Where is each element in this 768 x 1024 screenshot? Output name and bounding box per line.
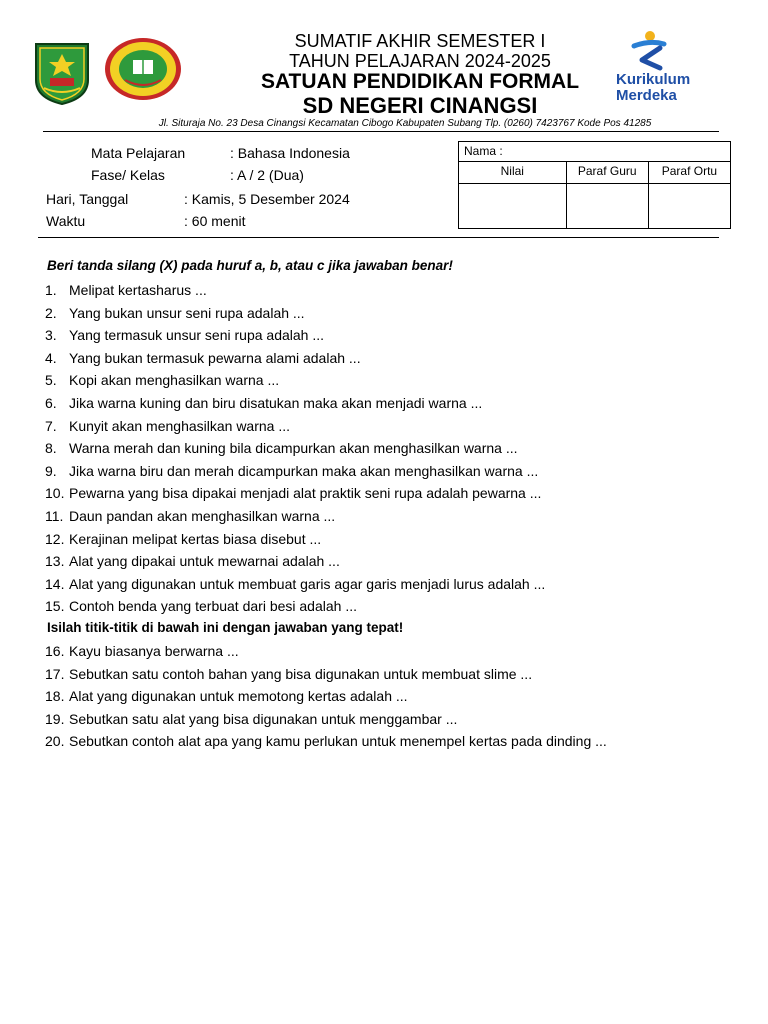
brand-line-1: Kurikulum bbox=[616, 71, 691, 88]
question-number: 14. bbox=[45, 575, 65, 592]
question-text: Kerajinan melipat kertas biasa disebut ... bbox=[69, 530, 322, 547]
question-number: 20. bbox=[45, 733, 65, 750]
question-text: Kopi akan menghasilkan warna ... bbox=[69, 372, 280, 389]
question-text: Melipat kertasharus ... bbox=[69, 282, 207, 298]
question-number: 18. bbox=[45, 688, 65, 705]
question-number: 11. bbox=[45, 508, 64, 524]
time-label: Waktu bbox=[46, 213, 86, 229]
question-text: Sebutkan satu contoh bahan yang bisa digunakan untuk membuat slime ... bbox=[69, 665, 533, 682]
date-value: : Kamis, 5 Desember 2024 bbox=[184, 191, 350, 207]
question-number: 3. bbox=[45, 327, 57, 344]
question-number: 10. bbox=[45, 485, 65, 502]
school-emblem-icon bbox=[103, 36, 183, 102]
subject-value: : Bahasa Indonesia bbox=[230, 145, 350, 161]
question-text: Sebutkan contoh alat apa yang kamu perlukan untuk menempel kertas pada dinding ... bbox=[69, 733, 607, 750]
name-field[interactable]: Nama : bbox=[459, 142, 731, 162]
question-text: Jika warna biru dan merah dicampurkan maka akan menghasilkan warna ... bbox=[69, 462, 539, 479]
question-number: 2. bbox=[45, 304, 57, 321]
question-number: 9. bbox=[45, 462, 57, 479]
time-value: : 60 menit bbox=[184, 213, 246, 229]
school-address: Jl. Situraja No. 23 Desa Cinangsi Kecamatan Cibogo Kabupaten Subang Tlp. (0260) 7423767 Kode Pos 41285 bbox=[158, 118, 652, 129]
question-text: Kunyit akan menghasilkan warna ... bbox=[69, 417, 291, 434]
question-text: Contoh benda yang terbuat dari besi adalah ... bbox=[69, 598, 357, 615]
subject-label: Mata Pelajaran bbox=[91, 145, 186, 161]
question-text: Alat yang digunakan untuk memotong kertas adalah ... bbox=[69, 688, 408, 705]
question-text: Yang termasuk unsur seni rupa adalah ... bbox=[69, 327, 325, 344]
question-number: 15. bbox=[45, 598, 65, 615]
question-text: Sebutkan satu alat yang bisa digunakan untuk menggambar ... bbox=[69, 710, 458, 727]
school-name: SD NEGERI CINANGSI bbox=[302, 93, 538, 118]
question-number: 13. bbox=[45, 553, 65, 570]
date-label: Hari, Tanggal bbox=[46, 191, 129, 207]
question-number: 8. bbox=[45, 440, 57, 457]
paraf-guru-cell[interactable] bbox=[566, 184, 648, 229]
paraf-ortu-cell[interactable] bbox=[648, 184, 730, 229]
question-number: 4. bbox=[45, 349, 57, 366]
paraf-ortu-header: Paraf Ortu bbox=[648, 162, 730, 184]
question-text: Kayu biasanya berwarna ... bbox=[69, 643, 239, 659]
question-number: 6. bbox=[45, 395, 57, 411]
question-text: Yang bukan termasuk pewarna alami adalah ... bbox=[69, 349, 361, 366]
question-number: 5. bbox=[45, 372, 57, 389]
question-number: 19. bbox=[45, 710, 65, 727]
question-number: 12. bbox=[45, 530, 65, 547]
question-text: Alat yang digunakan untuk membuat garis agar garis menjadi lurus adalah ... bbox=[69, 575, 546, 592]
instruction-part-2: Isilah titik-titik di bawah ini dengan jawaban yang tepat! bbox=[47, 620, 404, 635]
question-text: Pewarna yang bisa dipakai menjadi alat praktik seni rupa adalah pewarna ... bbox=[69, 485, 542, 502]
score-table bbox=[458, 141, 731, 229]
nilai-header: Nilai bbox=[459, 162, 567, 184]
subang-regency-emblem-icon bbox=[30, 40, 94, 106]
info-divider bbox=[38, 237, 719, 238]
brand-line-2: Merdeka bbox=[616, 87, 677, 104]
unit-title: SATUAN PENDIDIKAN FORMAL bbox=[260, 70, 580, 93]
phase-label: Fase/ Kelas bbox=[91, 167, 165, 183]
paraf-guru-header: Paraf Guru bbox=[566, 162, 648, 184]
question-number: 17. bbox=[45, 665, 65, 682]
question-text: Alat yang dipakai untuk mewarnai adalah ... bbox=[69, 553, 340, 570]
phase-value: : A / 2 (Dua) bbox=[230, 167, 304, 183]
question-number: 1. bbox=[45, 282, 57, 298]
nilai-cell[interactable] bbox=[459, 184, 567, 229]
question-text: Warna merah dan kuning bila dicampurkan akan menghasilkan warna ... bbox=[69, 440, 518, 457]
instruction-part-1: Beri tanda silang (X) pada huruf a, b, atau c jika jawaban benar! bbox=[47, 258, 453, 273]
header-divider bbox=[43, 131, 719, 132]
academic-year: TAHUN PELAJARAN 2024-2025 bbox=[289, 51, 551, 71]
question-number: 16. bbox=[45, 643, 65, 659]
exam-title: SUMATIF AKHIR SEMESTER I bbox=[294, 31, 546, 51]
question-number: 7. bbox=[45, 417, 57, 434]
question-text: Yang bukan unsur seni rupa adalah ... bbox=[69, 304, 305, 321]
question-text: Jika warna kuning dan biru disatukan maka akan menjadi warna ... bbox=[69, 395, 483, 411]
question-text: Daun pandan akan menghasilkan warna ... bbox=[69, 508, 336, 524]
